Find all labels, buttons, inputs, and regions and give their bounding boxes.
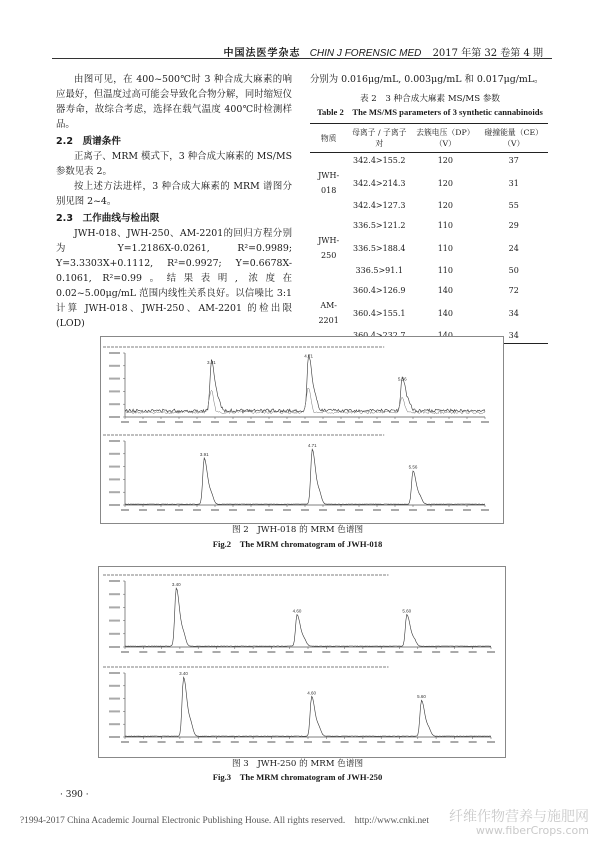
- x-tick-label: [359, 651, 367, 653]
- y-tick-label: [109, 466, 120, 468]
- table-cell-compound: JWH-018: [318, 171, 340, 195]
- peak-label: 3.40: [171, 581, 181, 587]
- x-tick-label: [265, 509, 273, 511]
- chromatogram-trace: [125, 677, 491, 736]
- watermark-url: www.fiberCrops.com: [475, 824, 589, 837]
- table-cell-compound: AM-2201: [318, 301, 339, 325]
- table-cell-compound: [310, 198, 347, 218]
- x-tick-label: [427, 509, 435, 511]
- chromatogram-trace: [125, 355, 485, 413]
- peak-label: 5.60: [402, 608, 412, 614]
- peak-label: 4.60: [292, 608, 302, 614]
- table-cell-ce: 34: [508, 308, 519, 318]
- x-tick-label: [139, 421, 147, 423]
- peak-label: 5.56: [397, 376, 407, 382]
- x-tick-label: [139, 741, 147, 743]
- x-tick-label: [176, 651, 184, 653]
- ms-parameters-table: [310, 123, 548, 344]
- col-header-pair: 母离子 / 子离子对: [347, 124, 411, 153]
- chromatogram-trace: [125, 588, 491, 646]
- x-tick-label: [396, 741, 404, 743]
- x-tick-label: [267, 741, 275, 743]
- y-tick-label: [109, 504, 120, 506]
- table-cell-ce: 55: [508, 201, 519, 210]
- x-tick-label: [445, 421, 453, 423]
- watermark-text: 纤维作物营养与施肥网: [449, 809, 589, 825]
- table-row: [310, 298, 548, 328]
- x-tick-label: [121, 509, 129, 511]
- journal-name-en: CHIN J FORENSIC MED: [309, 48, 422, 59]
- x-tick-label: [121, 741, 129, 743]
- x-tick-label: [158, 741, 166, 743]
- table-cell-pair: 342.4>214.3: [353, 178, 406, 188]
- peak-label: 4.71: [307, 442, 317, 448]
- x-tick-label: [391, 509, 399, 511]
- y-tick-label: [109, 620, 120, 622]
- peak-label: 5.60: [417, 694, 426, 700]
- x-tick-label: [373, 421, 381, 423]
- table-cell-dp: 110: [437, 221, 453, 230]
- table-cell-dp: 110: [437, 243, 453, 253]
- peak-label: 4.71: [304, 353, 313, 359]
- x-tick-label: [341, 651, 349, 653]
- y-tick-label: [109, 646, 120, 648]
- table-cell-ce: 50: [508, 266, 519, 275]
- fig2-chromatogram: [100, 336, 504, 524]
- x-tick-label: [194, 741, 202, 743]
- x-tick-label: [463, 509, 471, 511]
- left-column: [56, 72, 302, 331]
- table-cell-ce: 24: [508, 243, 519, 253]
- table-row: [310, 218, 548, 233]
- x-tick-label: [373, 509, 381, 511]
- paragraph-lod-cont: 分别为 0.016μg/mL, 0.003μg/mL 和 0.017μg/mL。: [310, 74, 544, 85]
- fig3-chromatogram: [98, 566, 506, 758]
- x-tick-label: [377, 651, 385, 653]
- table-cell-compound: [310, 218, 347, 233]
- x-tick-label: [409, 509, 417, 511]
- x-tick-label: [319, 509, 327, 511]
- x-tick-label: [355, 509, 363, 511]
- y-tick-label: [109, 403, 120, 405]
- x-tick-label: [176, 741, 184, 743]
- x-tick-label: [158, 651, 166, 653]
- x-tick-label: [139, 651, 147, 653]
- fig3-caption-en: Fig.3 The MRM chromatogram of JWH-250: [212, 772, 383, 782]
- x-tick-label: [267, 651, 275, 653]
- table-row: [310, 153, 548, 169]
- x-tick-label: [229, 509, 237, 511]
- table-cell-dp: 120: [437, 178, 453, 188]
- x-tick-label: [445, 509, 453, 511]
- y-tick-label: [109, 440, 120, 442]
- paragraph-temperature: 由图可见，在 400~500℃时 3 种合成大麻素的响应最好，但温度过高可能会导致化合物分解，同时缩短仪器寿命，故综合考虑，选择在载气温度 400℃时检测样品。: [56, 74, 292, 130]
- x-tick-label: [283, 509, 291, 511]
- x-tick-label: [409, 421, 417, 423]
- x-tick-label: [481, 509, 489, 511]
- table-row: [310, 263, 548, 283]
- y-tick-label: [109, 698, 120, 700]
- section-heading-2-3: 2.3 工作曲线与检出限: [56, 213, 160, 224]
- y-tick-label: [109, 352, 120, 354]
- table-cell-pair: 336.5>121.2: [353, 221, 406, 230]
- table-row: [310, 283, 548, 298]
- x-tick-label: [377, 741, 385, 743]
- x-tick-label: [249, 651, 257, 653]
- y-tick-label: [109, 633, 120, 635]
- table-cell-compound: [310, 263, 347, 283]
- y-tick-label: [109, 723, 120, 725]
- table-cell-ce: 37: [508, 156, 519, 165]
- x-tick-label: [286, 741, 294, 743]
- section-heading-2-2: 2.2 质谱条件: [56, 136, 121, 147]
- table-cell-pair: 336.5>188.4: [353, 243, 406, 253]
- x-tick-label: [193, 509, 201, 511]
- x-tick-label: [450, 651, 458, 653]
- paragraph-mrm-figs: 按上述方法进样，3 种合成大麻素的 MRM 谱图分别见图 2~4。: [56, 181, 292, 207]
- x-tick-label: [213, 651, 221, 653]
- x-tick-label: [249, 741, 257, 743]
- x-tick-label: [286, 651, 294, 653]
- peak-label: 3.91: [199, 451, 209, 457]
- x-tick-label: [211, 421, 219, 423]
- y-tick-label: [109, 685, 120, 687]
- table-cell-dp: 120: [437, 201, 453, 210]
- y-tick-label: [109, 736, 120, 738]
- x-tick-label: [319, 421, 327, 423]
- page-number: · 390 ·: [60, 790, 89, 800]
- x-tick-label: [175, 509, 183, 511]
- col-header-ce: 碰撞能量（CE）（V）: [480, 124, 548, 153]
- x-tick-label: [139, 509, 147, 511]
- x-tick-label: [469, 741, 477, 743]
- y-tick-label: [109, 365, 120, 367]
- y-tick-label: [109, 416, 120, 418]
- table-row: [310, 198, 548, 218]
- x-tick-label: [265, 421, 273, 423]
- header-rule: [52, 58, 552, 59]
- table-cell-pair: 342.4>155.2: [353, 156, 406, 165]
- paragraph-regression: JWH-018、JWH-250、AM-2201的回归方程分别为 Y=1.2186X-0.0261, R²=0.9989; Y=3.3303X+0.1112, R²=0.9927; Y=0.6678X-0.1061, R²=0.99。结果表明, 浓度在 0.02~5.00μg/mL 范围内线性关系良好。以信噪比 3:1 计算 JWH-018、JWH-250、AM-2201 的检出限 (LOD): [56, 228, 302, 329]
- y-tick-label: [109, 478, 120, 480]
- x-tick-label: [301, 509, 309, 511]
- y-tick-label: [109, 593, 120, 595]
- x-tick-label: [481, 421, 489, 423]
- x-tick-label: [231, 651, 239, 653]
- x-tick-label: [193, 421, 201, 423]
- fig3-svg: [99, 567, 505, 757]
- table-cell-compound: JWH-250: [318, 236, 340, 260]
- x-tick-label: [463, 421, 471, 423]
- x-tick-label: [247, 421, 255, 423]
- y-tick-label: [109, 390, 120, 392]
- issue-info: 2017 年第 32 卷第 4 期: [432, 48, 543, 59]
- running-header: [224, 44, 543, 59]
- table-cell-ce: 72: [508, 286, 519, 295]
- x-tick-label: [304, 741, 312, 743]
- chromatogram-trace: [125, 449, 485, 504]
- x-tick-label: [414, 651, 422, 653]
- table-cell-ce: 34: [480, 328, 548, 344]
- x-tick-label: [301, 421, 309, 423]
- x-tick-label: [341, 741, 349, 743]
- x-tick-label: [469, 651, 477, 653]
- fig2-svg: [101, 337, 503, 523]
- x-tick-label: [157, 421, 165, 423]
- col-header-compound: 物质: [310, 124, 347, 153]
- x-tick-label: [391, 421, 399, 423]
- y-tick-label: [109, 672, 120, 674]
- x-tick-label: [487, 741, 495, 743]
- x-tick-label: [322, 651, 330, 653]
- table-cell-pair: 360.4>155.1: [353, 308, 406, 318]
- fig3-caption-cn: 图 3 JWH-250 的 MRM 色谱图: [231, 759, 364, 769]
- x-tick-label: [304, 651, 312, 653]
- table-title-en: Table 2 The MS/MS parameters of 3 synthetic cannabinoids: [317, 107, 543, 117]
- x-tick-label: [157, 509, 165, 511]
- y-tick-label: [109, 580, 120, 582]
- x-tick-label: [121, 421, 129, 423]
- table-title-cn: 表 2 3 种合成大麻素 MS/MS 参数: [359, 94, 501, 104]
- col-header-dp: 去簇电压（DP）（V）: [411, 124, 479, 153]
- fig2-caption-en: Fig.2 The MRM chromatogram of JWH-018: [212, 539, 383, 549]
- table-cell-dp: 140: [437, 308, 453, 318]
- table-cell-dp: 140: [437, 286, 453, 295]
- table-row: [310, 233, 548, 263]
- x-tick-label: [231, 741, 239, 743]
- x-tick-label: [432, 741, 440, 743]
- paragraph-ms-mode: 正离子、MRM 模式下，3 种合成大麻素的 MS/MS 参数见表 2。: [56, 151, 292, 177]
- x-tick-label: [450, 741, 458, 743]
- x-tick-label: [432, 651, 440, 653]
- table-cell-ce: 31: [508, 178, 519, 188]
- x-tick-label: [322, 741, 330, 743]
- table-cell-pair: 342.4>127.3: [353, 201, 406, 210]
- y-tick-label: [109, 453, 120, 455]
- y-tick-label: [109, 606, 120, 608]
- x-tick-label: [283, 421, 291, 423]
- table-cell-pair: 336.5>91.1: [355, 266, 403, 275]
- x-tick-label: [175, 421, 183, 423]
- peak-label: 5.56: [408, 464, 418, 470]
- x-tick-label: [427, 421, 435, 423]
- x-tick-label: [487, 651, 495, 653]
- journal-name-cn: 中国法医学杂志: [223, 48, 301, 59]
- x-tick-label: [396, 651, 404, 653]
- x-tick-label: [337, 421, 345, 423]
- table-cell-compound: [310, 283, 347, 298]
- x-tick-label: [194, 651, 202, 653]
- table-cell-compound: [310, 153, 347, 169]
- table-row: [310, 168, 548, 198]
- x-tick-label: [337, 509, 345, 511]
- y-tick-label: [109, 491, 120, 493]
- copyright-footer: ?1994-2017 China Academic Journal Electronic Publishing House. All rights reserved. http://www.cnki.net: [20, 816, 429, 826]
- table-cell-ce: 29: [508, 221, 519, 230]
- x-tick-label: [121, 651, 129, 653]
- table-cell-dp: 110: [437, 266, 453, 275]
- x-tick-label: [213, 741, 221, 743]
- y-tick-label: [109, 378, 120, 380]
- x-tick-label: [211, 509, 219, 511]
- peak-label: 3.40: [179, 671, 188, 677]
- x-tick-label: [247, 509, 255, 511]
- fig2-caption-cn: 图 2 JWH-018 的 MRM 色谱图: [231, 525, 364, 535]
- x-tick-label: [229, 421, 237, 423]
- right-column: [310, 72, 550, 344]
- y-tick-label: [109, 710, 120, 712]
- x-tick-label: [355, 421, 363, 423]
- table-cell-dp: 120: [437, 156, 453, 165]
- table-cell-pair: 360.4>126.9: [353, 286, 406, 295]
- peak-label: 4.60: [307, 690, 317, 696]
- x-tick-label: [414, 741, 422, 743]
- x-tick-label: [359, 741, 367, 743]
- peak-label: 3.91: [207, 360, 216, 366]
